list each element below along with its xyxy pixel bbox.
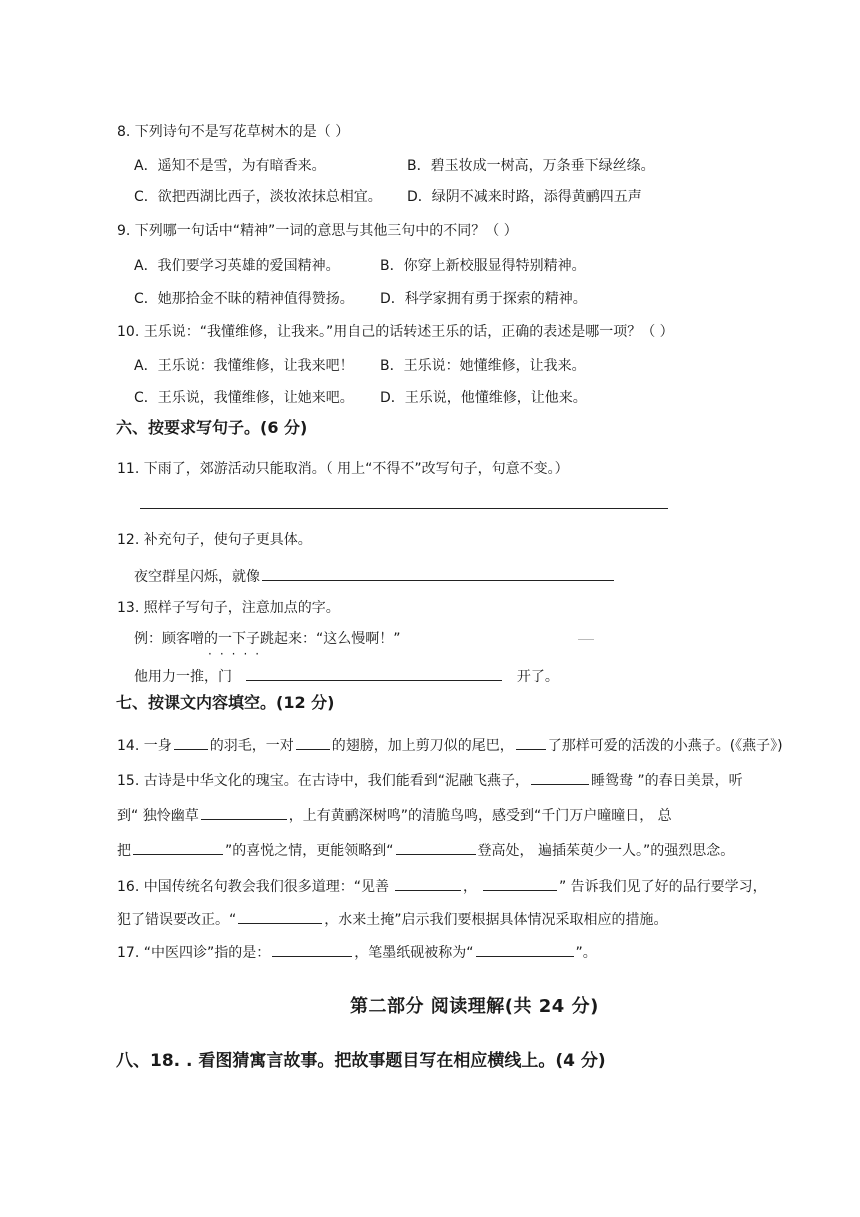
question-14-part-4: 了那样可爱的活泼的小燕子。(《燕子》) [547, 738, 783, 754]
question-17-part-2: ，笔墨纸砚被称为“ [354, 945, 474, 961]
scan-mark [578, 639, 594, 640]
question-13-example: 例：顾客噌的一下子跳起来：“这么慢啊！” [134, 631, 401, 647]
question-12-prefix: 夜空群星闪烁，就像 [134, 569, 260, 585]
question-14-part-2: 的羽毛，一对 [209, 738, 294, 754]
question-14-part-3: 的翅膀，加上剪刀似的尾巴， [331, 738, 514, 754]
question-16-line-2 [117, 909, 668, 930]
question-15-blank-1[interactable] [531, 770, 589, 785]
question-15-blank-3[interactable] [133, 840, 223, 855]
question-15-text-2a: 到“ 独怜幽草 [117, 808, 199, 824]
question-10-option-d: D．王乐说，他懂维修，让他来。 [380, 390, 587, 406]
question-15-blank-2[interactable] [201, 805, 287, 820]
question-8-option-a: A．遥知不是雪，为有暗香来。 [134, 158, 326, 174]
question-9-option-d: D．科学家拥有勇于探索的精神。 [380, 291, 587, 307]
question-15-blank-4[interactable] [396, 840, 476, 855]
question-10-option-b: B．王乐说：她懂维修，让我来。 [380, 358, 586, 374]
question-11-stem: 11. 下雨了，郊游活动只能取消。（ 用上“不得不”改写句子，句意不变。） [117, 461, 569, 477]
question-15-text-3b: ”的喜悦之情，更能领略到“ [225, 843, 394, 859]
question-13-suffix: 开了。 [516, 669, 559, 685]
question-12-stem: 12. 补充句子，使句子更具体。 [117, 532, 312, 548]
question-15-line-3 [117, 840, 734, 861]
question-15-line-2 [117, 805, 672, 826]
emphasis-dots: ····· [208, 647, 268, 661]
question-10-option-a: A．王乐说：我懂维修，让我来吧！ [134, 358, 354, 374]
question-16-text-1b: ， [462, 879, 477, 895]
question-15-text-3a: 把 [117, 843, 131, 859]
part-2-title: 第二部分 阅读理解(共 24 分) [350, 996, 599, 1017]
question-13-prompt [134, 666, 559, 687]
question-14-blank-1[interactable] [174, 735, 208, 750]
question-13-stem: 13. 照样子写句子，注意加点的字。 [117, 600, 340, 616]
question-15-text-1a: 15. 古诗是中华文化的瑰宝。在古诗中，我们能看到“泥融飞燕子， [117, 773, 529, 789]
question-12-blank[interactable] [262, 566, 614, 581]
question-13-prefix: 他用力一推，门 [134, 669, 232, 685]
question-16-blank-1[interactable] [395, 876, 461, 891]
question-16-text-2b: ，水来土掩”启示我们要根据具体情况采取相应的措施。 [324, 912, 668, 928]
question-11-answer-line[interactable] [140, 508, 668, 509]
question-14 [117, 735, 783, 756]
section-7-title: 七、按课文内容填空。(12 分) [116, 693, 335, 712]
question-9-option-b: B．你穿上新校服显得特别精神。 [380, 258, 586, 274]
question-8-option-c: C．欲把西湖比西子，淡妆浓抹总相宜。 [134, 189, 382, 205]
question-16-text-1a: 16. 中国传统名句教会我们很多道理：“见善 [117, 879, 389, 895]
question-10-option-c: C．王乐说，我懂维修，让她来吧。 [134, 390, 354, 406]
question-17-part-1: 17. “中医四诊”指的是： [117, 945, 271, 961]
question-17-blank-2[interactable] [476, 942, 574, 957]
section-8-title: 八、18. . 看图猜寓言故事。把故事题目写在相应横线上。(4 分) [116, 1051, 606, 1071]
question-17-blank-1[interactable] [272, 942, 352, 957]
question-16-blank-3[interactable] [238, 909, 322, 924]
question-15-line-1 [117, 770, 743, 791]
question-8-option-d: D．绿阴不减来时路，添得黄鹂四五声 [407, 189, 642, 205]
question-9-stem: 9. 下列哪一句话中“精神”一词的意思与其他三句中的不同？（ ） [117, 223, 518, 239]
question-16-blank-2[interactable] [483, 876, 557, 891]
question-14-part-1: 14. 一身 [117, 738, 172, 754]
question-8-option-b: B．碧玉妆成一树高，万条垂下绿丝绦。 [407, 158, 655, 174]
section-6-title: 六、按要求写句子。(6 分) [116, 418, 308, 437]
question-13-blank[interactable] [246, 666, 502, 681]
question-16-text-1c: ” 告诉我们见了好的品行要学习， [558, 879, 767, 895]
question-15-text-2b: ，上有黄鹂深树鸣”的清脆鸟鸣，感受到“千门万户曈曈日， 总 [288, 808, 672, 824]
question-9-option-a: A．我们要学习英雄的爱国精神。 [134, 258, 340, 274]
question-10-stem: 10. 王乐说：“我懂维修，让我来。”用自己的话转述王乐的话，正确的表述是哪一项？（ ） [117, 324, 674, 340]
question-17-part-3: ”。 [575, 945, 597, 961]
question-12-prompt [134, 566, 616, 587]
question-16-line-1 [117, 876, 767, 897]
question-17 [117, 942, 597, 963]
question-9-option-c: C．她那拾金不昧的精神值得赞扬。 [134, 291, 354, 307]
question-15-text-3c: 登高处， 遍插茱萸少一人。”的强烈思念。 [477, 843, 735, 859]
question-15-text-1b: 睡鸳鸯 ”的春日美景，听 [590, 773, 743, 789]
question-14-blank-3[interactable] [516, 735, 546, 750]
question-14-blank-2[interactable] [296, 735, 330, 750]
question-16-text-2a: 犯了错误要改正。“ [117, 912, 237, 928]
question-8-stem: 8. 下列诗句不是写花草树木的是（ ） [117, 124, 350, 140]
